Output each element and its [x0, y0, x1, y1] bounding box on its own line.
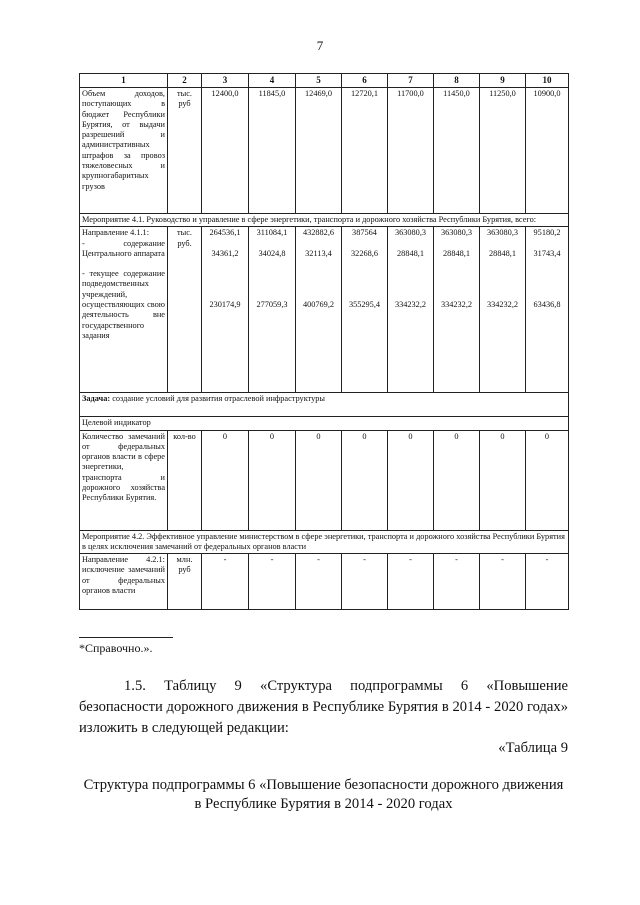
column-number: 9 [480, 74, 526, 88]
unit-cell: кол-во [168, 430, 202, 530]
value-cell: 0 [388, 430, 434, 530]
value-cell: 10900,0 [526, 88, 569, 214]
value-cell: - [388, 554, 434, 610]
central-value: 28848,1 [489, 248, 516, 258]
total-value: 363080,3 [394, 228, 427, 238]
total-value: 363080,3 [440, 228, 473, 238]
current-value: 334232,2 [440, 299, 473, 309]
central-value: 32268,6 [351, 248, 378, 258]
value-cell: 11845,0 [249, 88, 296, 214]
value-cell: 0 [342, 430, 388, 530]
row-label: Объем доходов, поступающих в бюджет Республики Бурятия, от выдачи разрешений и административных штрафов за провоз тяжеловесных и крупногабаритных грузов [80, 88, 168, 214]
measure-heading: Мероприятие 4.2. Эффективное управление министерством в сфере энергетики, транспорта и дорожного хозяйства Республики Бурятия в целях исключения замечаний от федеральных органов власти [80, 530, 569, 554]
current-maintenance-label: - текущее содержание подведомственных учреждений, осуществляющих свою деятельность вне государственного задания [82, 269, 165, 340]
value-cell: 11700,0 [388, 88, 434, 214]
central-value: 28848,1 [397, 248, 424, 258]
table-title: Структура подпрограммы 6 «Повышение безопасности дорожного движения в Республике Бурятия в 2014 - 2020 годах [83, 777, 564, 812]
row-label [80, 227, 168, 393]
table-row [80, 227, 569, 393]
total-value: 363080,3 [486, 228, 519, 238]
table-label: «Таблица 9 [498, 740, 568, 756]
central-value: 28848,1 [443, 248, 470, 258]
table-row [80, 88, 569, 214]
column-number: 6 [342, 74, 388, 88]
central-apparatus-label: - содержание Центрального аппарата [82, 238, 165, 258]
column-number: 4 [249, 74, 296, 88]
direction-label: Направление 4.1.1: [82, 228, 150, 238]
page-number: 7 [316, 38, 324, 53]
total-value: 95180,2 [533, 228, 561, 238]
value-cell [296, 227, 342, 393]
target-indicator-heading: Целевой индикатор [80, 417, 569, 430]
total-value: 264536,1 [209, 228, 241, 238]
value-cell: - [434, 554, 480, 610]
value-cell: 12400,0 [202, 88, 249, 214]
table-row [80, 530, 569, 554]
column-number: 2 [168, 74, 202, 88]
value-cell: - [296, 554, 342, 610]
value-cell: 11450,0 [434, 88, 480, 214]
task-text: создание условий для развития отраслевой инфраструктуры [112, 394, 326, 404]
current-value: 334232,2 [486, 299, 519, 309]
value-cell: - [202, 554, 249, 610]
current-value: 63436,8 [533, 299, 561, 309]
table-row [80, 214, 569, 227]
value-cell: - [249, 554, 296, 610]
current-value: 334232,2 [394, 299, 427, 309]
task-label: Задача: [82, 394, 111, 404]
table-row [80, 554, 569, 610]
value-cell: 0 [434, 430, 480, 530]
current-value: 400769,2 [302, 299, 335, 309]
value-cell: - [526, 554, 569, 610]
footnote: *Справочно.». [79, 641, 153, 655]
task-row [80, 393, 569, 417]
value-cell: 0 [202, 430, 249, 530]
footnote-divider [79, 637, 173, 638]
column-number: 1 [80, 74, 168, 88]
value-cell: 12469,0 [296, 88, 342, 214]
value-cell: 0 [249, 430, 296, 530]
current-value: 277059,3 [256, 299, 288, 309]
value-cell [388, 227, 434, 393]
column-number: 3 [202, 74, 249, 88]
measure-heading: Мероприятие 4.1. Руководство и управление в сфере энергетики, транспорта и дорожного хозяйства Республики Бурятия, всего: [80, 214, 569, 227]
column-number: 10 [526, 74, 569, 88]
table-header-row [80, 74, 569, 88]
value-cell [480, 227, 526, 393]
unit-cell: млн. руб [168, 554, 202, 610]
amendment-paragraph: 1.5. Таблицу 9 «Структура подпрограммы 6 «Повышение безопасности дорожного движения в Республике Бурятия в 2014 - 2020 годах» изложить в следующей редакции: [79, 678, 568, 736]
value-cell: 11250,0 [480, 88, 526, 214]
column-number: 8 [434, 74, 480, 88]
total-value: 311084,1 [256, 228, 288, 238]
column-number: 5 [296, 74, 342, 88]
value-cell: 12720,1 [342, 88, 388, 214]
row-label: Количество замечаний от федеральных органов власти в сфере энергетики, транспорта и дорожного хозяйства Республики Бурятия. [80, 430, 168, 530]
value-cell: 0 [480, 430, 526, 530]
value-cell [342, 227, 388, 393]
central-value: 34361,2 [211, 248, 239, 258]
value-cell: - [342, 554, 388, 610]
table-row [80, 417, 569, 430]
value-cell [434, 227, 480, 393]
value-cell: 0 [526, 430, 569, 530]
value-cell [526, 227, 569, 393]
total-value: 432882,6 [302, 228, 335, 238]
unit-cell: тыс. руб. [168, 227, 202, 393]
value-cell: 0 [296, 430, 342, 530]
value-cell: - [480, 554, 526, 610]
current-value: 355295,4 [348, 299, 381, 309]
value-cell [249, 227, 296, 393]
total-value: 387564 [352, 228, 377, 238]
unit-cell: тыс. руб [168, 88, 202, 214]
table-row [80, 430, 569, 530]
central-value: 32113,4 [305, 248, 332, 258]
central-value: 34024,8 [258, 248, 286, 258]
central-value: 31743,4 [533, 248, 561, 258]
program-structure-table [79, 73, 569, 610]
current-value: 230174,9 [209, 299, 241, 309]
value-cell [202, 227, 249, 393]
table-row [80, 393, 569, 417]
column-number: 7 [388, 74, 434, 88]
row-label: Направление 4.2.1: исключение замечаний от федеральных органов власти [80, 554, 168, 610]
